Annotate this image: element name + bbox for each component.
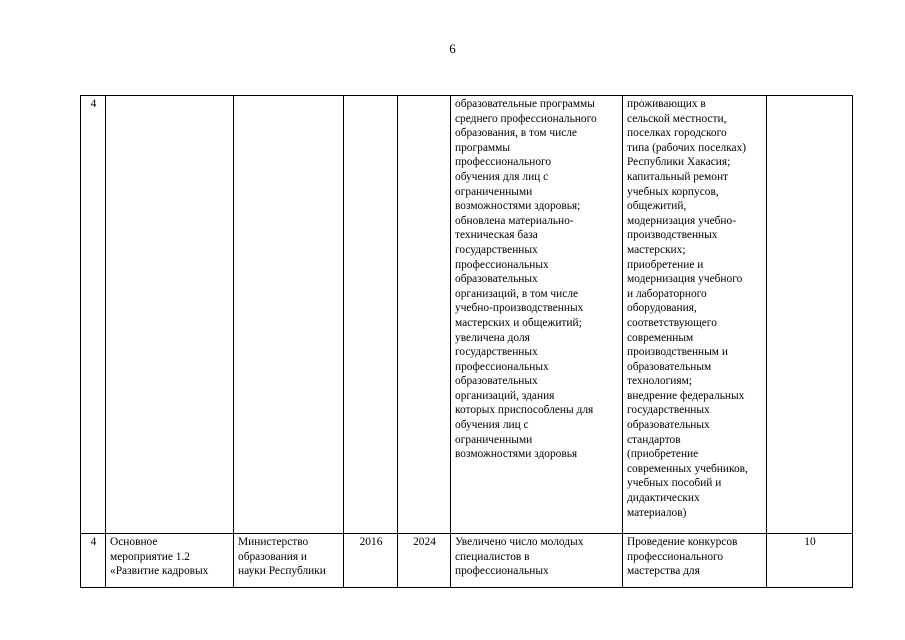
row-number-cell: 4 bbox=[81, 96, 106, 534]
indicator-cell: 10 bbox=[767, 534, 853, 588]
page-number: 6 bbox=[449, 41, 456, 56]
executor-cell: Министерство образования и науки Республики bbox=[234, 534, 344, 588]
end-year-cell bbox=[398, 96, 451, 534]
table-row bbox=[81, 96, 853, 534]
executor-cell bbox=[234, 96, 344, 534]
expected-result-cell: образовательные программы среднего профессионального образования, в том числе программы профессионального обучения для лиц с ограниченными возможностями здоровья; обновлена материально- техническая база государственных профессиональных образовательных организаций, в том числе учебно-производственных мастерских и общежитий; увеличена доля государственных профессиональных образовательных организаций, здания которых приспособлены для обучения лиц с ограниченными возможностями здоровья bbox=[451, 96, 623, 534]
start-year-cell: 2016 bbox=[344, 534, 398, 588]
end-year-cell: 2024 bbox=[398, 534, 451, 588]
main-directions-cell: Проведение конкурсов профессионального мастерства для bbox=[623, 534, 767, 588]
expected-result-cell: Увеличено число молодых специалистов в профессиональных bbox=[451, 534, 623, 588]
table-row bbox=[81, 534, 853, 588]
indicator-cell bbox=[767, 96, 853, 534]
start-year-cell bbox=[344, 96, 398, 534]
main-directions-cell: проживающих в сельской местности, поселках городского типа (рабочих поселках) Республики Хакасия; капитальный ремонт учебных корпусов, общежитий, модернизация учебно- производственных мастерских; приобретение и модернизация учебного и лабораторного оборудования, соответствующего современным производственным и образовательным технологиям; внедрение федеральных государственных образовательных стандартов (приобретение современных учебников, учебных пособий и дидактических материалов) bbox=[623, 96, 767, 534]
row-number-cell: 4 bbox=[81, 534, 106, 588]
activity-name-cell bbox=[106, 96, 234, 534]
program-activities-table bbox=[80, 95, 853, 588]
activity-name-cell: Основное мероприятие 1.2 «Развитие кадровых bbox=[106, 534, 234, 588]
